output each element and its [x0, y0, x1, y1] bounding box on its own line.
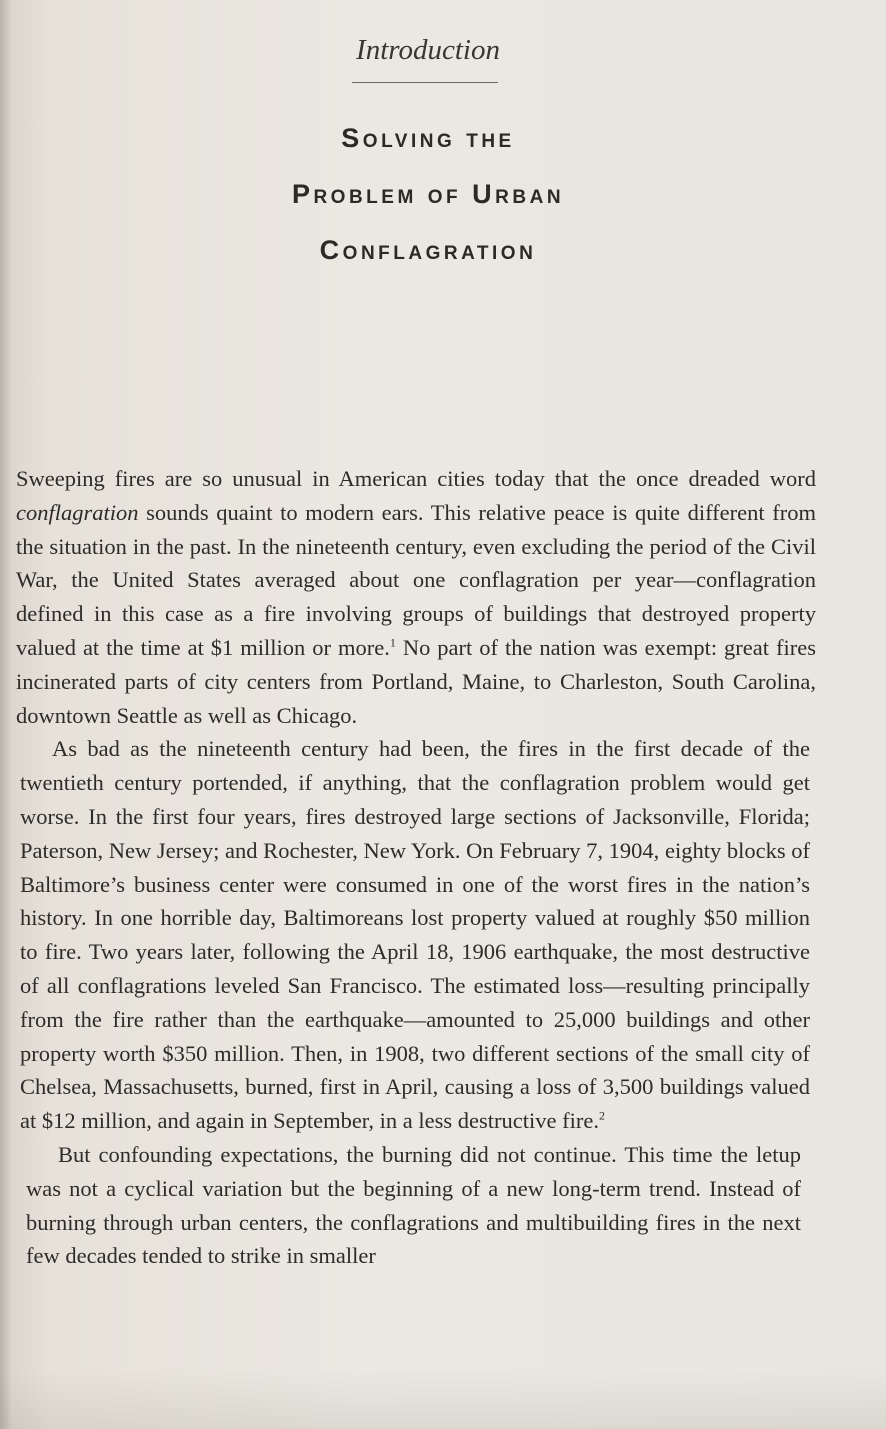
footnote-marker-1[interactable]: 1 [389, 635, 396, 650]
emphasized-term: conflagration [16, 499, 139, 525]
chapter-rule [352, 82, 498, 83]
text-run: As bad as the nineteenth century had been, the fires in the first decade of the twentieth century portended, if anything, that the conflagration problem would get worse. In the first four years, fires destroyed large sections of Jacksonville, Florida; Paterson, New Jersey; and Rochester, New York. On February 7, 1904, eighty blocks of Baltimore’s business center were consumed in one of the worst fires in the nation’s history. In one horrible day, Baltimoreans lost property valued at roughly $50 million to fire. Two years later, following the April 18, 1906 earthquake, the most destructive of all conflagrations leveled San Francisco. The estimated loss—resulting principally from the fire rather than the earthquake—amounted to 25,000 buildings and other property worth $350 million. Then, in 1908, two different sections of the small city of Chelsea, Massachusetts, burned, first in April, causing a loss of 3,500 buildings valued at $12 million, and again in September, in a less destructive fire. [20, 736, 810, 1134]
chapter-title-line: Conflagration [319, 235, 537, 265]
chapter-title [0, 110, 856, 278]
text-run: Sweeping fires are so unusual in American cities today that the once dreaded word [16, 466, 816, 491]
chapter-title-line: Problem of Urban [291, 179, 565, 209]
page-bottom-shadow [0, 1369, 886, 1429]
paragraph-1 [16, 462, 816, 732]
chapter-label: Introduction [356, 34, 500, 66]
text-run: sounds quaint to modern ears. This relative peace is quite different from the situation in the past. In the nineteenth century, even excluding the period of the Civil War, the United States averaged about one conflagration per year—conflagration defined in this case as a fire involving groups of buildings that destroyed property valued at the time at $1 million or more. [16, 499, 816, 660]
text-run: But confounding expectations, the burning did not continue. This time the letup was not a cyclical variation but the beginning of a new long-term trend. Instead of burning through urban centers, the conflagrations and multibuilding fires in the next few decades tended to strike in smaller [26, 1141, 801, 1269]
footnote-marker-2[interactable]: 2 [598, 1108, 605, 1123]
chapter-title-line: Solving the [341, 123, 515, 153]
text-run: No part of the nation was exempt: great fires incinerated parts of city centers from Portland, Maine, to Charleston, South Carolina, downtown Seattle as well as Chicago. [16, 634, 816, 728]
body-text [16, 462, 816, 1273]
paragraph-3 [16, 1138, 801, 1273]
paragraph-2 [16, 732, 810, 1138]
